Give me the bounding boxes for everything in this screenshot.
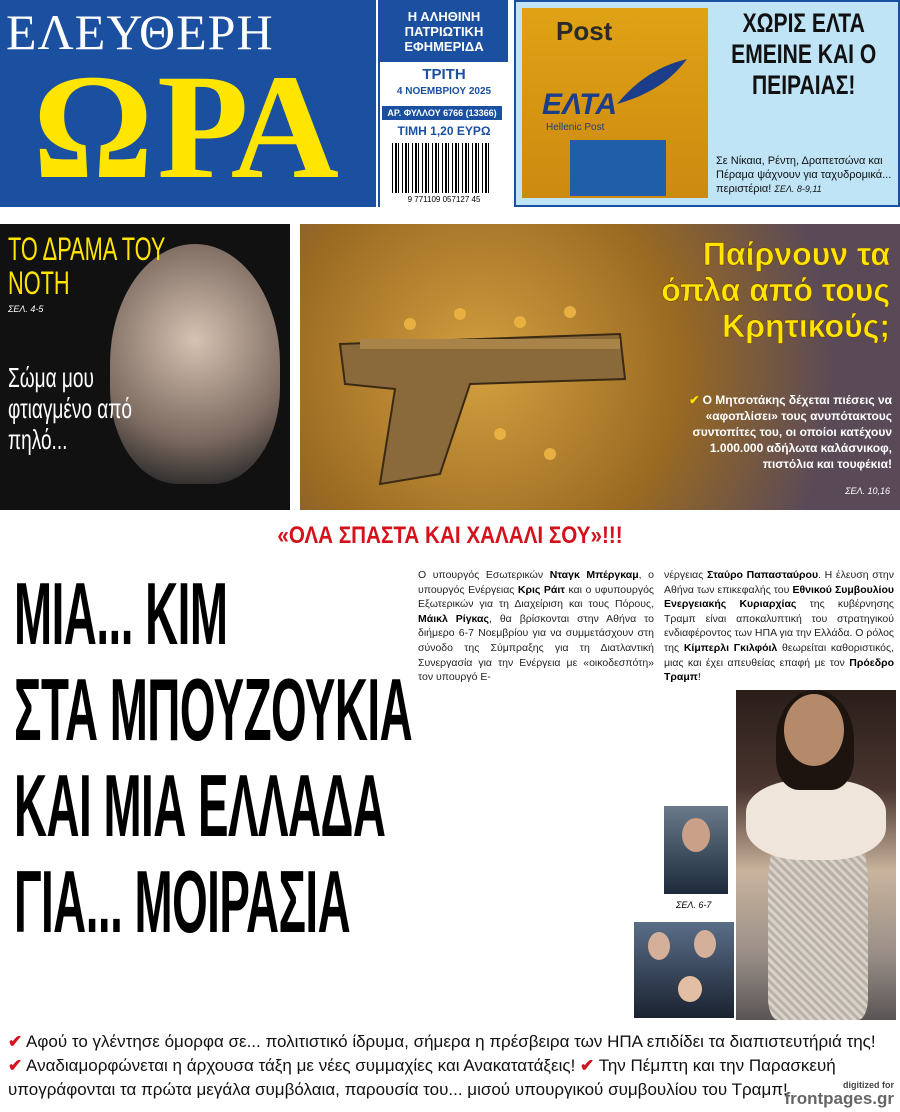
tagline: Η ΑΛΗΘΙΝΗ ΠΑΤΡΙΩΤΙΚΗ ΕΦΗΜΕΡΙΔΑ [380, 0, 508, 62]
gun-headline: Παίρνουν τα όπλα από τους Κρητικούς; [661, 236, 890, 344]
watermark [764, 1080, 894, 1108]
pistol-icon [320, 284, 640, 494]
post-photo-text: Post [556, 16, 613, 46]
body-text: νέργειας [664, 569, 707, 581]
post-sticker [570, 140, 666, 196]
politician-photo [664, 806, 728, 894]
headline-line: ΚΑΙ ΜΙΑ ΕΛΛΑΔΑ [14, 756, 386, 855]
body-name: Νταγκ Μπέργκαμ [549, 569, 639, 581]
gun-text-block [668, 392, 892, 472]
noti-quote: Σώμα μου φτιαγμένο από πηλό... [8, 362, 132, 455]
gun-page-ref: ΣΕΛ. 10,16 [845, 486, 890, 496]
body-name: Μάικλ Ρίγκας [418, 612, 489, 625]
check-icon: ✔ [8, 1056, 23, 1075]
photo-face [784, 694, 844, 766]
body-text: και ο υφυπουργός Εξωτερικών για τη Διαχείριση και τους Πόρους, [418, 583, 654, 611]
photo-face [694, 930, 716, 958]
body-text: ! [697, 671, 701, 684]
photo-face [678, 976, 702, 1002]
photo-face [682, 818, 710, 852]
body-text: θεωρείται καθοριστικός, μιας και έχει απευθείας επαφή με τον [664, 641, 895, 669]
gun-story[interactable] [300, 224, 900, 510]
check-icon: ✔ [689, 393, 700, 407]
main-subtext [8, 1030, 892, 1102]
noti-story[interactable] [0, 224, 290, 510]
photo-page-ref: ΣΕΛ. 6-7 [676, 900, 712, 910]
body-text: , ο υπουργός Ενέργειας [418, 569, 654, 596]
barcode-number: 9 771109 057127 45 [407, 195, 481, 204]
headline-line: ΓΙΑ... ΜΟΙΡΑΣΙΑ [14, 852, 351, 951]
check-icon: ✔ [8, 1032, 23, 1051]
kimberly-photo [736, 690, 896, 1020]
body-name: Κίμπερλι Γκιλφόιλ [683, 641, 778, 654]
body-text: της κυβέρνησης Τραμπ είναι αποκαλυπτική του στρατηγικού ενδιαφέροντος των ΗΠΑ για την Ελλάδα. Ο ρόλος της [664, 598, 894, 654]
check-icon: ✔ [580, 1056, 595, 1075]
post-mailbox-photo [522, 8, 708, 198]
body-column-left [418, 568, 654, 685]
noti-page-ref: ΣΕΛ. 4-5 [8, 304, 44, 314]
subtext-item: Αφού το γλέντησε όμορφα σε... πολιτιστικό ίδρυμα, σήμερα η πρέσβειρα των ΗΠΑ επιδίδει τα διαπιστευτήριά της! [22, 1032, 876, 1051]
issue-number: ΑΡ. ΦΥΛΛΟΥ 6766 (13366) [382, 106, 502, 120]
photo-fur [746, 780, 886, 860]
issue-info-panel [378, 0, 508, 207]
body-text: Ο υπουργός Εσωτερικών [418, 569, 550, 581]
hermes-logo-icon [612, 54, 692, 114]
body-name: Σταύρο Παπασταύρου [706, 569, 819, 581]
officials-photo [634, 922, 734, 1018]
body-column-right [664, 568, 894, 685]
post-photo-logo: ΕΛΤΑ [542, 88, 618, 121]
watermark-small: digitized for [843, 1080, 894, 1090]
watermark-big: frontpages.gr [784, 1089, 894, 1108]
subtext-item: Την Πέμπτη και την Παρασκευή υπογράφονται τα πρώτα μεγάλα συμβόλαια, παρουσία του... μισού υπουργικού συμβουλίου του Τραμπ! [8, 1056, 836, 1099]
masthead-top-title: ΕΛΕΥΘΕΡΗ [6, 4, 274, 60]
post-photo-sub: Hellenic Post [546, 122, 605, 133]
body-name: Κρις Ράιτ [517, 583, 565, 596]
masthead [0, 0, 376, 210]
issue-date: 4 ΝΟΕΜΒΡΙΟΥ 2025 [396, 86, 492, 97]
masthead-logo: ΩΡΑ [32, 44, 344, 210]
headline-line: ΣΤΑ ΜΠΟΥΖΟΥΚΙΑ [14, 660, 413, 759]
issue-price: ΤΙΜΗ 1,20 ΕΥΡΩ [397, 124, 491, 138]
post-page-ref: ΣΕΛ. 8-9,11 [774, 184, 822, 194]
noti-title: ΤΟ ΔΡΑΜΑ ΤΟΥ ΝΟΤΗ [8, 231, 165, 301]
body-text: , θα βρίσκονται στην Αθήνα το διήμερο 6-7 Νοεμβρίου για να συμμετάσχουν στη σύνοδο της Σύμπραξης για τη Διατλαντική Συνεργασία για την Ενέργεια με «οικοδεσπότη» τον υπουργό Ε- [418, 612, 654, 684]
post-headline: ΧΩΡΙΣ ΕΛΤΑ ΕΜΕΙΝΕ ΚΑΙ Ο ΠΕΙΡΑΙΑΣ! [731, 8, 877, 100]
body-name: Πρόεδρο Τραμπ [664, 656, 894, 684]
post-text: Σε Νίκαια, Ρέντη, Δραπετσώνα και Πέραμα ψάχνουν για ταχυδρομικά... περιστέρια! [716, 155, 892, 195]
body-name: Εθνικού Συμβουλίου Ενεργειακής Κυριαρχίας [664, 583, 895, 611]
headline-line: ΜΙΑ... ΚΙΜ [14, 564, 228, 663]
body-text: . Η έλευση στην Αθήνα των επικεφαλής του [664, 569, 894, 596]
post-story[interactable] [514, 0, 900, 207]
subtext-item: Αναδιαμορφώνεται η άρχουσα τάξη με νέες συμμαχίες και Ανακατατάξεις! [22, 1056, 581, 1075]
gun-text: Ο Μητσοτάκης δέχεται πιέσεις να «αφοπλίσει» τους ανυπότακτους συντοπίτες του, οι οποίοι κατέχουν 1.000.000 αδήλωτα καλάσνικοφ, πιστόλια και τουφέκια! [692, 393, 892, 471]
issue-day: ΤΡΙΤΗ [422, 66, 466, 83]
barcode-icon [392, 143, 492, 193]
main-kicker: «ΟΛΑ ΣΠΑΣΤΑ ΚΑΙ ΧΑΛΑΛΙ ΣΟΥ»!!! [277, 522, 623, 549]
photo-face [648, 932, 670, 960]
post-text-block [716, 154, 896, 196]
main-headline[interactable] [14, 566, 420, 950]
